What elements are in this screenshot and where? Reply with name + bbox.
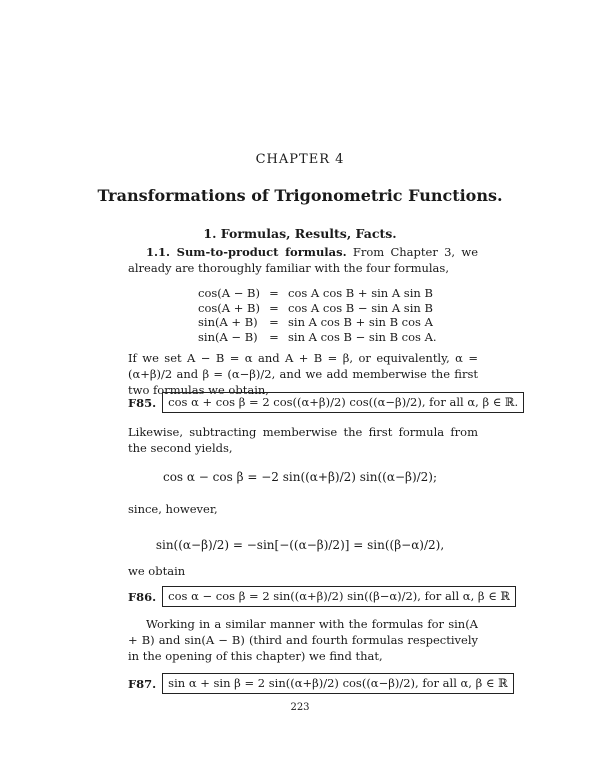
formula-rhs: cos A cos B + sin A sin B (288, 286, 433, 300)
formula-lhs: cos(A + B) (198, 300, 260, 315)
formula-lhs: sin(A − B) (198, 329, 258, 344)
formula-f86-box: cos α − cos β = 2 sin((α+β)/2) sin((β−α)/2), for all α, β ∈ ℝ (162, 586, 516, 607)
equation-sine-identity: sin((α−β)/2) = −sin[−((α−β)/2)] = sin((β−α)/2), (155, 538, 445, 552)
formula-f87-box: sin α + sin β = 2 sin((α+β)/2) cos((α−β)/2), for all α, β ∈ ℝ (162, 673, 513, 694)
page-number: 223 (290, 702, 310, 713)
chapter-heading: CHAPTER 4 (255, 152, 345, 167)
formula-row (198, 301, 437, 316)
formula-equals: = (269, 286, 279, 300)
formula-rhs: cos A cos B − sin A sin B (288, 300, 433, 315)
formula-f85-label: F85. (128, 395, 157, 410)
formula-lhs: cos(A − B) (198, 286, 260, 300)
paragraph-substitution: If we set A − B = α and A + B = β, or equivalently, α = (α+β)/2 and β = (α−β)/2, and we add memberwise the first two formulas we obtain, (128, 351, 478, 397)
subsection-label: 1.1. Sum-to-product formulas. (146, 245, 347, 259)
formula-rhs: sin A cos B + sin B cos A (288, 315, 433, 329)
formula-f85 (128, 392, 524, 413)
formula-f87 (128, 673, 514, 694)
formula-f87-label: F87. (128, 676, 157, 691)
paragraph-working: Working in a similar manner with the formulas for sin(A + B) and sin(A − B) (third and fourth formulas respectively in the opening of this chapter) we find that, (128, 617, 478, 663)
paragraph-subtracting: Likewise, subtracting memberwise the first formula from the second yields, (128, 425, 478, 455)
formula-rhs: sin A cos B − sin B cos A. (288, 329, 437, 344)
chapter-title: Transformations of Trigonometric Functions. (97, 186, 503, 205)
formula-equals: = (269, 315, 279, 329)
formula-equals: = (269, 329, 279, 344)
formula-row (198, 330, 437, 345)
paragraph-intro (128, 244, 478, 276)
paragraph-intro-text: From Chapter 3, we already are thoroughly familiar with the four formulas, (128, 245, 479, 275)
formula-row (198, 286, 437, 301)
formula-lhs: sin(A + B) (198, 315, 258, 329)
paragraph-obtain: we obtain (128, 564, 186, 578)
formula-equals: = (269, 300, 279, 315)
formula-f86 (128, 586, 516, 607)
formula-f85-box: cos α + cos β = 2 cos((α+β)/2) cos((α−β)/2), for all α, β ∈ ℝ. (162, 392, 524, 413)
section-heading: 1. Formulas, Results, Facts. (203, 226, 397, 241)
equation-cos-difference: cos α − cos β = −2 sin((α+β)/2) sin((α−β)/2); (162, 470, 438, 484)
formula-f86-label: F86. (128, 589, 157, 604)
formula-row (198, 315, 437, 330)
formula-list (198, 286, 437, 344)
paragraph-since: since, however, (128, 502, 218, 516)
